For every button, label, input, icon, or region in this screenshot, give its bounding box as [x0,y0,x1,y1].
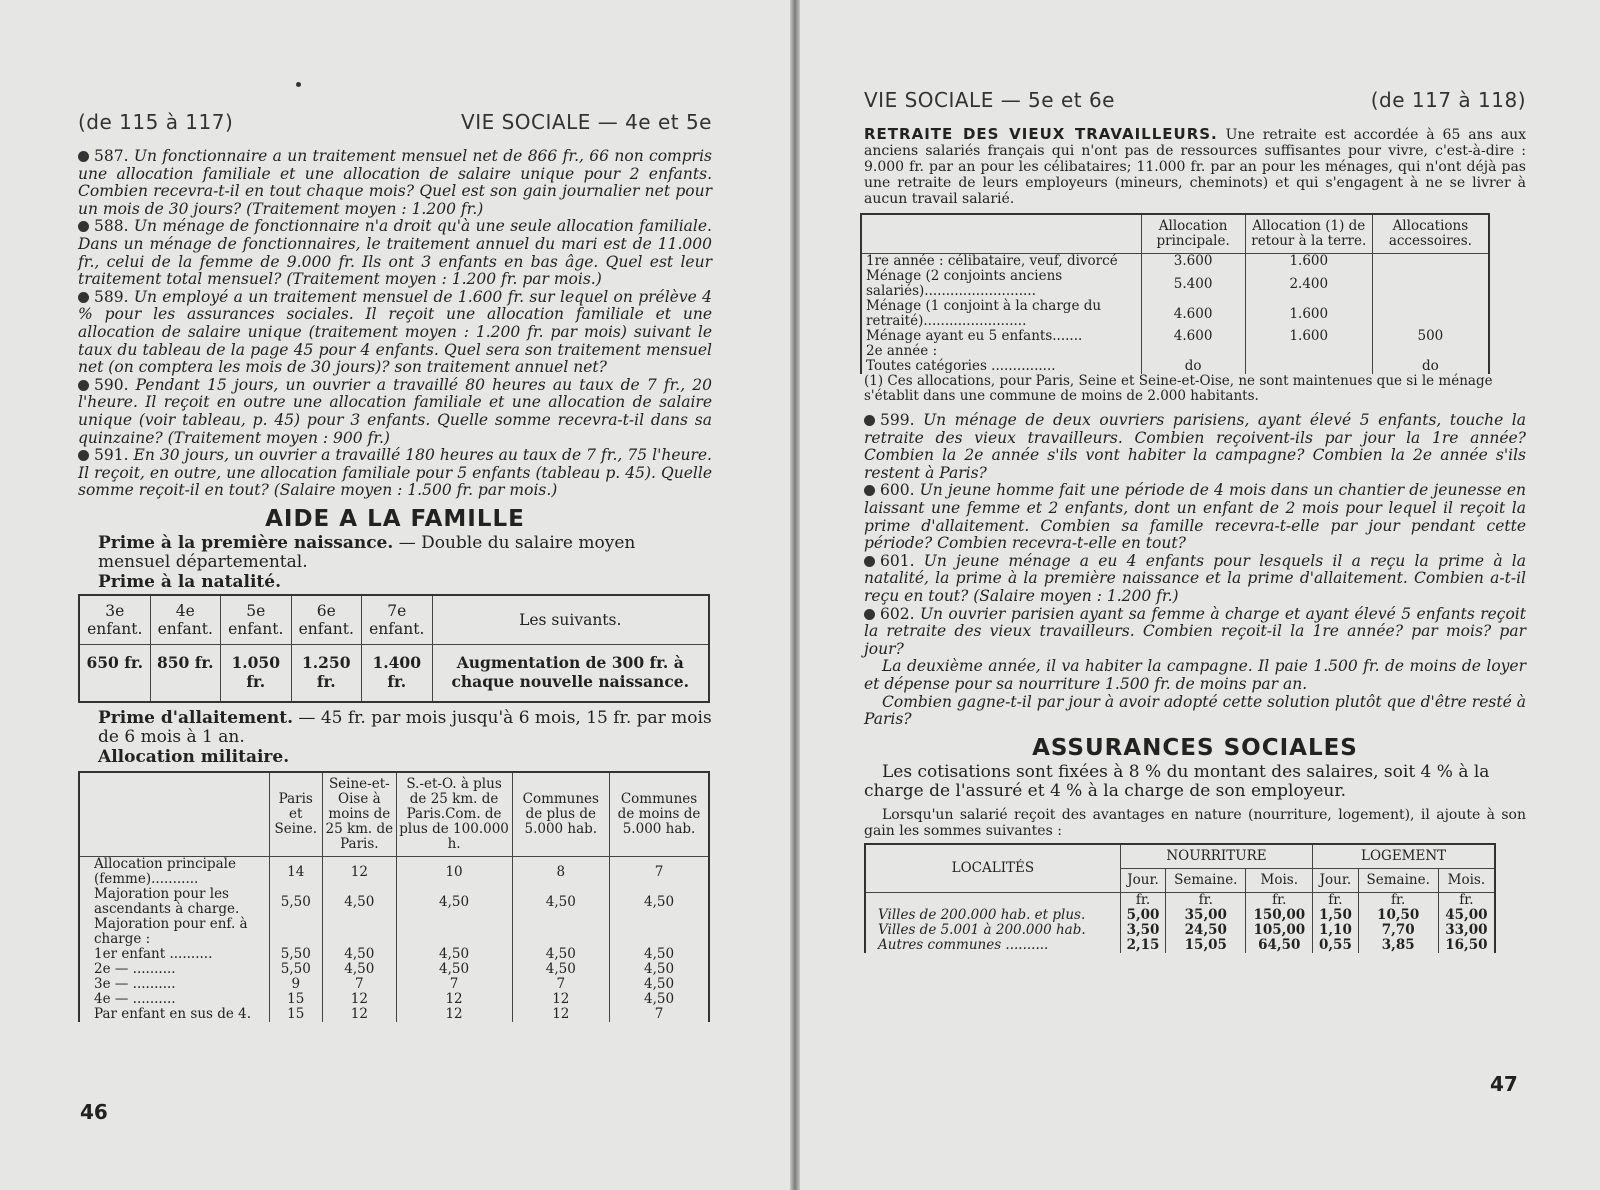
problem-item [864,482,1526,552]
prime-naissance: Prime à la première naissance. — Double du salaire moyen mensuel départemental. [98,532,636,572]
table-cell: 4,50 [323,887,397,917]
table-cell: 1.600 [1245,299,1372,329]
unit-cell: fr. [1313,892,1358,908]
table-cell: 4,50 [396,962,512,977]
natalite-table [78,594,710,704]
table-cell: 16,50 [1438,938,1495,953]
table-cell: 1,50 [1313,908,1358,923]
problem-number: 601. [880,551,915,570]
table-cell [323,917,397,947]
problem-number: 588. [94,217,129,236]
table-cell [1372,269,1489,299]
problems-list [864,412,1526,658]
militaire-header: S.-et-O. à plus de 25 km. de Paris.Com. de plus de 100.000 h. [396,772,512,857]
problem-number: 590. [94,375,129,394]
table-cell: 12 [323,1007,397,1022]
bullet-icon [78,380,89,391]
natalite-value: 1.250 fr. [291,644,362,702]
natalite-header: 3e enfant. [79,595,150,645]
prime-allaitement: Prime d'allaitement. — 45 fr. par mois jusqu'à 6 mois, 15 fr. par mois de 6 mois à 1 an. [98,708,712,748]
table-row [865,923,1495,938]
table-cell: Par enfant en sus de 4. [79,1007,269,1022]
retraite-header: Allocation (1) de retour à la terre. [1245,214,1372,254]
table-cell: Allocation principale (femme)........... [79,857,269,888]
table-row [79,992,709,1007]
table-cell: 4,50 [512,887,610,917]
assurances-subheader: Mois. [1438,868,1495,892]
table-cell: 4,50 [610,977,709,992]
table-cell [396,917,512,947]
table-cell: 1re année : célibataire, veuf, divorcé [861,254,1141,270]
table-cell: Toutes catégories ............... [861,359,1141,374]
page-range: (de 115 à 117) [78,110,234,134]
table-cell: 3,50 [1120,923,1165,938]
retraite-intro: RETRAITE DES VIEUX TRAVAILLEURS. Une retraite est accordée à 65 ans aux anciens salariés français qui n'ont pas de ressources suffisantes pour vivre, c'est-à-dire : 9.000 fr. par an pour les célibataires; 11.000 fr. par an pour les ménages, qui n'ont déjà pas une retraite de leurs employeurs (mineurs, cheminots) et qui s'engagent à ne se livrer à aucun travail salarié. [864,125,1526,207]
retraite-footnote: (1) Ces allocations, pour Paris, Seine et Seine-et-Oise, ne sont maintenues que si le ménage s'établit dans une commune de moins de 2.000 habitants. [864,373,1493,404]
problem-number: 600. [880,481,915,500]
table-cell: 4.600 [1141,329,1245,344]
table-cell: 15,05 [1166,938,1246,953]
prime-natalite-label: Prime à la natalité. [98,571,281,592]
table-cell: 5,00 [1120,908,1165,923]
table-row [865,938,1495,953]
problem-number: 591. [94,446,129,465]
table-row [79,962,709,977]
natalite-header: Les suivants. [432,595,709,645]
section-heading-assurances: ASSURANCES SOCIALES [1032,734,1358,761]
table-cell [1372,344,1489,359]
cotisations-text: Les cotisations sont fixées à 8 % du montant des salaires, soit 4 % à la charge de l'assuré et 4 % à la charge de son employeur. [864,761,1490,801]
bullet-icon [78,450,89,461]
table-cell: 8 [512,857,610,888]
table-cell: 3.600 [1141,254,1245,270]
table-cell: 7 [396,977,512,992]
table-cell: 7 [610,1007,709,1022]
table-row [79,947,709,962]
problem-item [78,447,712,500]
table-cell: 15 [269,992,323,1007]
table-cell: 12 [323,992,397,1007]
bullet-icon [78,151,89,162]
problem-item [864,606,1526,659]
bullet-icon [864,415,875,426]
natalite-value: 1.050 fr. [221,644,292,702]
natalite-value: 850 fr. [150,644,221,702]
table-cell: 9 [269,977,323,992]
table-cell: Ménage ayant eu 5 enfants....... [861,329,1141,344]
table-cell: 1.600 [1245,254,1372,270]
section-heading-aide: AIDE A LA FAMILLE [265,505,525,532]
retraite-header [861,214,1141,254]
assurances-header: LOCALITÉS [865,844,1120,893]
militaire-header: Communes de plus de 5.000 hab. [512,772,610,857]
page-number-right: 47 [1490,1072,1518,1096]
table-cell: 4e — .......... [79,992,269,1007]
table-cell: 4,50 [512,947,610,962]
table-cell: 5,50 [269,962,323,977]
table-cell [865,892,1120,908]
units-row [865,892,1495,908]
table-cell: Ménage (1 conjoint à la charge du retraité)........................ [861,299,1141,329]
unit-cell: fr. [1120,892,1165,908]
table-row [861,344,1489,359]
problem-602-continuation-2: Combien gagne-t-il par jour à avoir adopté cette solution plutôt que d'être resté à Paris? [864,692,1526,729]
book-gutter [790,0,800,1190]
table-cell: 4.600 [1141,299,1245,329]
problem-number: 599. [880,411,915,429]
bullet-icon [864,485,875,496]
table-cell: do [1141,359,1245,374]
table-row [861,299,1489,329]
table-cell [610,917,709,947]
table-cell: 7 [323,977,397,992]
print-speck [296,82,301,87]
table-cell: 4,50 [610,962,709,977]
table-row [861,269,1489,299]
militaire-table [78,771,710,1022]
table-cell: 35,00 [1166,908,1246,923]
table-cell: 10,50 [1358,908,1438,923]
problem-item [78,377,712,447]
table-cell: 10 [396,857,512,888]
table-cell [269,917,323,947]
table-cell: 14 [269,857,323,888]
table-row [79,917,709,947]
militaire-header: Seine-et-Oise à moins de 25 km. de Paris. [323,772,397,857]
table-cell: 12 [396,1007,512,1022]
section-title: VIE SOCIALE — 5e et 6e [864,88,1115,112]
left-page [0,0,790,1190]
running-header-right [864,88,1526,112]
table-cell: 1.600 [1245,329,1372,344]
unit-cell: fr. [1438,892,1495,908]
table-cell [1372,254,1489,270]
table-cell: 15 [269,1007,323,1022]
table-cell: 150,00 [1246,908,1313,923]
page-number-left: 46 [80,1100,108,1124]
table-cell: Ménage (2 conjoints anciens salariés).......................... [861,269,1141,299]
problem-text: Pendant 15 jours, un ouvrier a travaillé 80 heures au taux de 7 fr., 20 l'heure. Il reçoit en outre une allocation familiale et une allocation de salaire unique (voir tableau, p. 45) pour 3 enfants. Quelle somme recevra-t-il dans sa quinzaine? (Traitement moyen : 900 fr.) [78,375,712,447]
table-cell: 12 [512,1007,610,1022]
table-cell: 4,50 [610,947,709,962]
table-cell: 4,50 [610,992,709,1007]
allocation-militaire-label: Allocation militaire. [98,747,290,768]
natalite-value: 1.400 fr. [362,644,433,702]
table-cell: 12 [323,857,397,888]
natalite-header: 7e enfant. [362,595,433,645]
table-cell: 105,00 [1246,923,1313,938]
problem-item [78,148,712,218]
table-cell [1141,344,1245,359]
table-cell: 1,10 [1313,923,1358,938]
natalite-value: 650 fr. [79,644,150,702]
table-cell: 4,50 [323,962,397,977]
table-cell: 5,50 [269,887,323,917]
table-cell: 4,50 [610,887,709,917]
table-cell: 2e — .......... [79,962,269,977]
problem-item [864,553,1526,606]
unit-cell: fr. [1166,892,1246,908]
retraite-header: Allocations accessoires. [1372,214,1489,254]
bullet-icon [78,221,89,232]
table-cell: 24,50 [1166,923,1246,938]
problem-item [78,289,712,377]
table-cell [1245,344,1372,359]
table-cell: 64,50 [1246,938,1313,953]
bullet-icon [78,292,89,303]
assurances-header: LOGEMENT [1313,844,1495,869]
running-header-left [78,110,712,134]
table-cell: 7 [512,977,610,992]
problem-item [78,218,712,288]
table-cell: 45,00 [1438,908,1495,923]
assurances-subheader: Jour. [1120,868,1165,892]
table-cell: Autres communes .......... [865,938,1120,953]
table-cell: 7,70 [1358,923,1438,938]
unit-cell: fr. [1246,892,1313,908]
table-cell: 1er enfant .......... [79,947,269,962]
assurances-subheader: Mois. [1246,868,1313,892]
table-cell: 5.400 [1141,269,1245,299]
table-cell [1245,359,1372,374]
table-cell: 3e — .......... [79,977,269,992]
natalite-header: 5e enfant. [221,595,292,645]
problems-list [78,148,712,500]
table-row [79,857,709,888]
table-cell: 5,50 [269,947,323,962]
table-row [79,977,709,992]
problem-text: En 30 jours, un ouvrier a travaillé 180 heures au taux de 7 fr., 75 l'heure. Il reçoit, en outre, une allocation familiale pour 5 enfants (tableau p. 45). Quelle somme reçoit-il en tout? (Salaire moyen : 1.500 fr. par mois.) [78,446,712,500]
table-cell: do [1372,359,1489,374]
table-cell: Majoration pour les ascendants à charge. [79,887,269,917]
problem-text: Un fonctionnaire a un traitement mensuel net de 866 fr., 66 non compris une allocation familiale et une allocation de salaire unique pour 2 enfants. Combien recevra-t-il en tout chaque mois? Quel est son gain journalier net pour un mois de 30 jours? (Traitement moyen : 1.200 fr.) [78,147,712,218]
table-row [861,329,1489,344]
table-cell: 500 [1372,329,1489,344]
militaire-header: Communes de moins de 5.000 hab. [610,772,709,857]
table-row [79,887,709,917]
avantages-text: Lorsqu'un salarié reçoit des avantages en nature (nourriture, logement), il ajoute à son gain les sommes suivantes : [864,806,1526,839]
table-cell: 0,55 [1313,938,1358,953]
problem-number: 602. [880,604,915,623]
problem-602-continuation-1: La deuxième année, il va habiter la campagne. Il paie 1.500 fr. de moins de loyer et dépense pour sa nourriture 1.500 fr. de moins par an. [864,657,1526,693]
table-cell [512,917,610,947]
section-title: VIE SOCIALE — 4e et 5e [461,110,712,134]
table-row [865,908,1495,923]
retraite-header: Allocation principale. [1141,214,1245,254]
natalite-header: 4e enfant. [150,595,221,645]
problem-text: Un ouvrier parisien ayant sa femme à charge et ayant élevé 5 enfants reçoit la retraite des vieux travailleurs. Combien reçoit-il la 1re année? par mois? par jour? [864,604,1526,658]
table-cell: 4,50 [323,947,397,962]
table-cell: 3,85 [1358,938,1438,953]
bullet-icon [864,556,875,567]
problem-number: 589. [94,287,129,306]
assurances-subheader: Jour. [1313,868,1358,892]
table-cell: Majoration pour enf. à charge : [79,917,269,947]
table-cell: 4,50 [396,887,512,917]
table-cell: 2,15 [1120,938,1165,953]
bullet-icon [864,609,875,620]
natalite-header: 6e enfant. [291,595,362,645]
table-cell: 2e année : [861,344,1141,359]
page-range: (de 117 à 118) [1370,88,1526,112]
right-page [800,0,1600,1190]
assurances-header: NOURRITURE [1120,844,1312,869]
table-cell: 7 [610,857,709,888]
problem-text: Un jeune homme fait une période de 4 mois dans un chantier de jeunesse en laissant une femme et 2 enfants, dont un enfant de 2 mois pour lequel il reçoit la prime d'allaitement. Combien sa famille recevra-t-elle par jour pendant cette période? Combien recevra-t-elle en tout? [864,481,1526,553]
problem-text: Un ménage de fonctionnaire n'a droit qu'à une seule allocation familiale. Dans un ménage de fonctionnaires, le traitement annuel du mari est de 11.000 fr., celui de la femme de 9.000 fr. Ils ont 3 enfants en bas âge. Quel est leur traitement total mensuel? (Traitement moyen : 1.200 fr. par mois.) [78,217,712,289]
retraite-table [860,213,1490,374]
assurances-subheader: Semaine. [1358,868,1438,892]
table-cell: 33,00 [1438,923,1495,938]
table-cell: 4,50 [512,962,610,977]
militaire-header [79,772,269,857]
unit-cell: fr. [1358,892,1438,908]
problem-text: Un ménage de deux ouvriers parisiens, ayant élevé 5 enfants, touche la retraite des vieux travailleurs. Combien reçoivent-ils par jour la 1re année? Combien la 2e année s'ils vont habiter la campagne? Combien la 2e année s'ils restent à Paris? [864,411,1526,482]
table-cell: Villes de 200.000 hab. et plus. [865,908,1120,923]
problem-number: 587. [94,147,129,165]
table-row [861,254,1489,270]
table-cell: Villes de 5.001 à 200.000 hab. [865,923,1120,938]
problem-text: Un employé a un traitement mensuel de 1.600 fr. sur lequel on prélève 4 % pour les assurances sociales. Il reçoit une allocation familiale et une allocation de salaire unique (traitement moyen : 1.200 fr. par mois) suivant le taux du tableau de la page 45 pour 4 enfants. Quel sera son traitement mensuel net (on comptera les mois de 30 jours)? son traitement annuel net? [78,287,712,377]
table-cell: 2.400 [1245,269,1372,299]
assurances-subheader: Semaine. [1166,868,1246,892]
table-cell: 12 [512,992,610,1007]
assurances-table [864,843,1496,953]
table-cell: 4,50 [396,947,512,962]
table-cell [1372,299,1489,329]
problem-text: Un jeune ménage a eu 4 enfants pour lesquels il a reçu la prime à la natalité, la prime à la première naissance et la prime d'allaitement. Combien a-t-il reçu en tout? (Salaire moyen : 1.200 fr.) [864,551,1526,605]
natalite-value: Augmentation de 300 fr. à chaque nouvelle naissance. [432,644,709,702]
table-row [79,1007,709,1022]
table-row [861,359,1489,374]
problem-item [864,412,1526,482]
table-cell: 12 [396,992,512,1007]
militaire-header: Paris et Seine. [269,772,323,857]
